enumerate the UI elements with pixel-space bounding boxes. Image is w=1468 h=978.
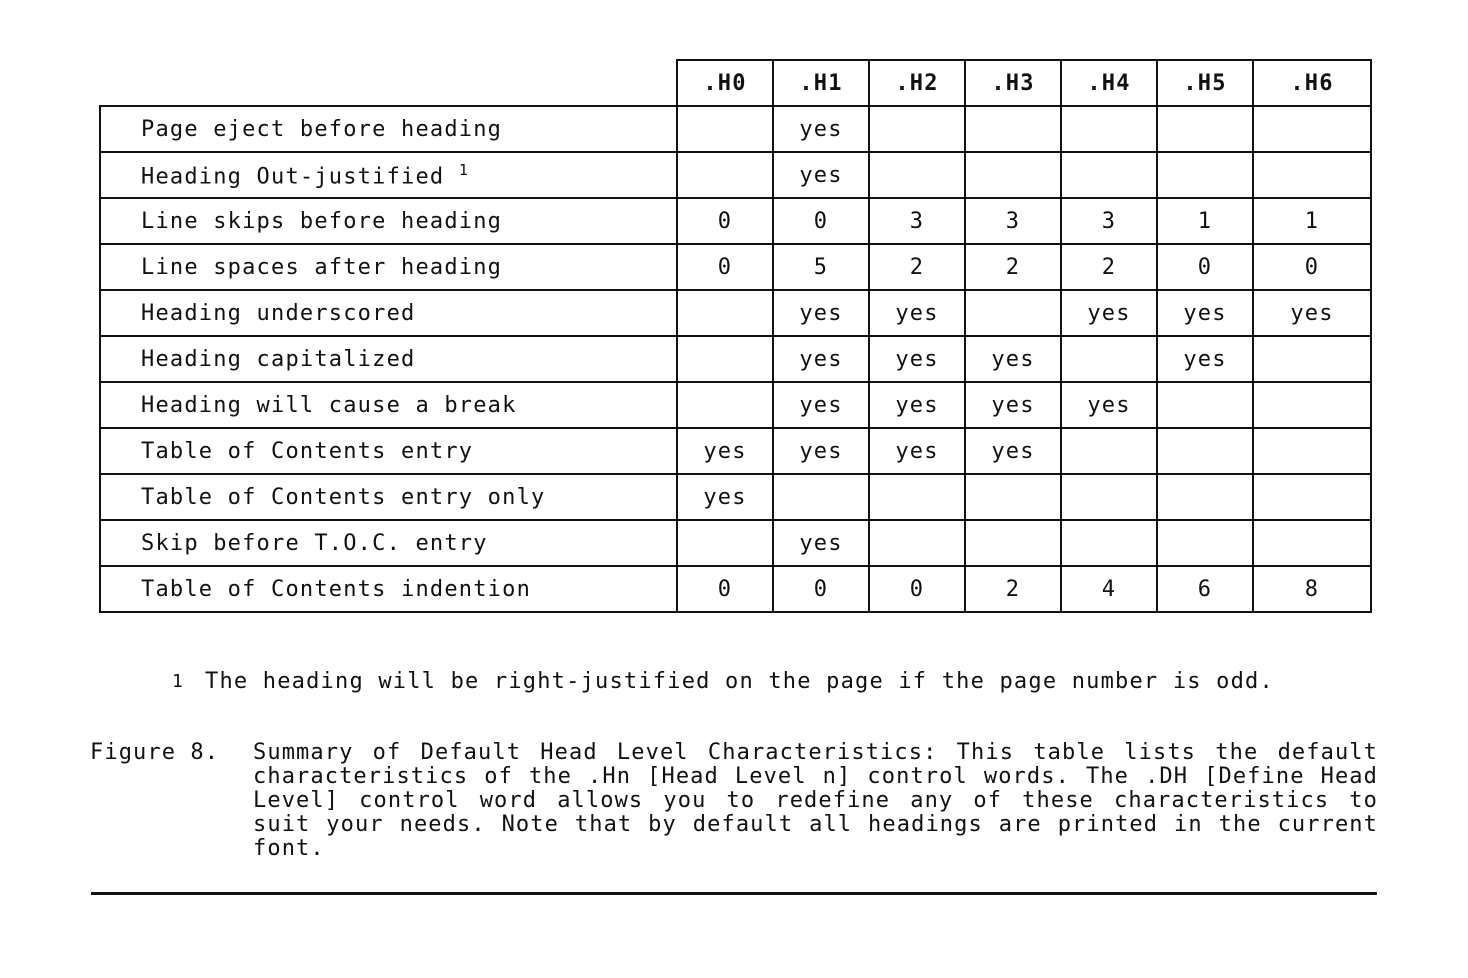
table-cell: yes (1061, 382, 1157, 428)
table-cell (1157, 474, 1253, 520)
table-cell (1061, 428, 1157, 474)
table-cell: yes (1157, 336, 1253, 382)
table-cell (1157, 520, 1253, 566)
table-cell (965, 152, 1061, 198)
table-row (100, 198, 1371, 244)
row-label: Table of Contents entry (100, 428, 677, 474)
column-header: .H3 (965, 60, 1061, 106)
table-cell: 2 (869, 244, 965, 290)
table-cell: yes (773, 106, 869, 152)
table-cell: yes (677, 428, 773, 474)
table-cell (677, 382, 773, 428)
table-cell (1253, 520, 1371, 566)
table-cell: yes (1157, 290, 1253, 336)
table-cell: yes (773, 290, 869, 336)
table-cell: 1 (1253, 198, 1371, 244)
table-row (100, 474, 1371, 520)
table-row (100, 336, 1371, 382)
table-cell (677, 106, 773, 152)
table-cell: 0 (677, 198, 773, 244)
table-cell: yes (773, 382, 869, 428)
table-cell: 0 (1253, 244, 1371, 290)
column-header: .H1 (773, 60, 869, 106)
table-cell (1157, 106, 1253, 152)
row-label: Heading will cause a break (100, 382, 677, 428)
table-row (100, 106, 1371, 152)
table-cell: yes (965, 336, 1061, 382)
column-header: .H5 (1157, 60, 1253, 106)
figure-caption-text: Summary of Default Head Level Characteristics: This table lists the default characteristics of the .Hn [Head Level n] control words. The .DH [Define Head Level] control word allows you to redefine any of these characteristics to suit your needs. Note that by default all headings are printed in the current font. (253, 740, 1378, 861)
table-row (100, 566, 1371, 612)
row-label-with-footnote (100, 152, 677, 198)
table-cell: 2 (965, 566, 1061, 612)
column-header: .H6 (1253, 60, 1371, 106)
footnote (172, 669, 1332, 695)
table-cell: 1 (1157, 198, 1253, 244)
table-row (100, 152, 1371, 198)
table-cell (1061, 152, 1157, 198)
table-cell: yes (1253, 290, 1371, 336)
horizontal-rule (91, 892, 1377, 895)
row-label: Line skips before heading (100, 198, 677, 244)
table-row (100, 428, 1371, 474)
table-cell (1253, 474, 1371, 520)
table-cell (1061, 474, 1157, 520)
table-cell: 0 (677, 566, 773, 612)
table-cell: 0 (869, 566, 965, 612)
table-cell: 6 (1157, 566, 1253, 612)
table-cell: 0 (773, 198, 869, 244)
table-cell (677, 152, 773, 198)
column-header: .H2 (869, 60, 965, 106)
table-corner-cell (100, 60, 677, 106)
row-label: Page eject before heading (100, 106, 677, 152)
table-header-row (100, 60, 1371, 106)
table-cell: 2 (1061, 244, 1157, 290)
table-cell: yes (773, 428, 869, 474)
table-row (100, 382, 1371, 428)
table-cell (1157, 152, 1253, 198)
row-label: Table of Contents indention (100, 566, 677, 612)
table-cell: yes (677, 474, 773, 520)
row-label: Heading underscored (100, 290, 677, 336)
table-cell (869, 520, 965, 566)
head-level-table (99, 59, 1372, 613)
row-label: Heading Out-justified (141, 164, 445, 190)
table-cell (1253, 428, 1371, 474)
table-row (100, 244, 1371, 290)
table-cell (965, 520, 1061, 566)
table-cell: yes (773, 152, 869, 198)
table-cell (965, 106, 1061, 152)
figure-label: Figure 8. (90, 740, 220, 765)
table-cell: yes (869, 290, 965, 336)
row-label: Heading capitalized (100, 336, 677, 382)
table-cell: yes (965, 428, 1061, 474)
row-label: Table of Contents entry only (100, 474, 677, 520)
table-row (100, 290, 1371, 336)
table-cell: 8 (1253, 566, 1371, 612)
table-cell (1061, 520, 1157, 566)
table-cell: yes (965, 382, 1061, 428)
table-cell: 3 (965, 198, 1061, 244)
table-cell: yes (1061, 290, 1157, 336)
column-header: .H0 (677, 60, 773, 106)
table-cell (1253, 336, 1371, 382)
table-cell: 5 (773, 244, 869, 290)
table-cell (1253, 152, 1371, 198)
table-cell: 0 (773, 566, 869, 612)
table-row (100, 520, 1371, 566)
table-cell: 0 (677, 244, 773, 290)
figure-caption (90, 741, 1380, 861)
table-cell: 2 (965, 244, 1061, 290)
table-cell: yes (869, 382, 965, 428)
table-cell: 0 (1157, 244, 1253, 290)
table-cell (677, 290, 773, 336)
table-cell: yes (869, 428, 965, 474)
row-label: Skip before T.O.C. entry (100, 520, 677, 566)
table-cell (869, 152, 965, 198)
row-label: Line spaces after heading (100, 244, 677, 290)
table-cell (965, 290, 1061, 336)
table-cell (869, 106, 965, 152)
table-cell: 4 (1061, 566, 1157, 612)
table-cell (1061, 336, 1157, 382)
table-cell (677, 336, 773, 382)
table-cell: 3 (1061, 198, 1157, 244)
table-cell: yes (869, 336, 965, 382)
footnote-text: The heading will be right-justified on the page if the page number is odd. (205, 669, 1274, 694)
table-cell (1253, 382, 1371, 428)
table-cell (869, 474, 965, 520)
table-cell (773, 474, 869, 520)
table-cell (1253, 106, 1371, 152)
table-cell (677, 520, 773, 566)
table-cell (965, 474, 1061, 520)
table-cell: yes (773, 520, 869, 566)
column-header: .H4 (1061, 60, 1157, 106)
footnote-reference: 1 (458, 160, 470, 179)
table-cell (1157, 382, 1253, 428)
table-cell (1061, 106, 1157, 152)
table-cell (1157, 428, 1253, 474)
table-cell: 3 (869, 198, 965, 244)
footnote-mark: 1 (172, 671, 185, 692)
table-cell: yes (773, 336, 869, 382)
